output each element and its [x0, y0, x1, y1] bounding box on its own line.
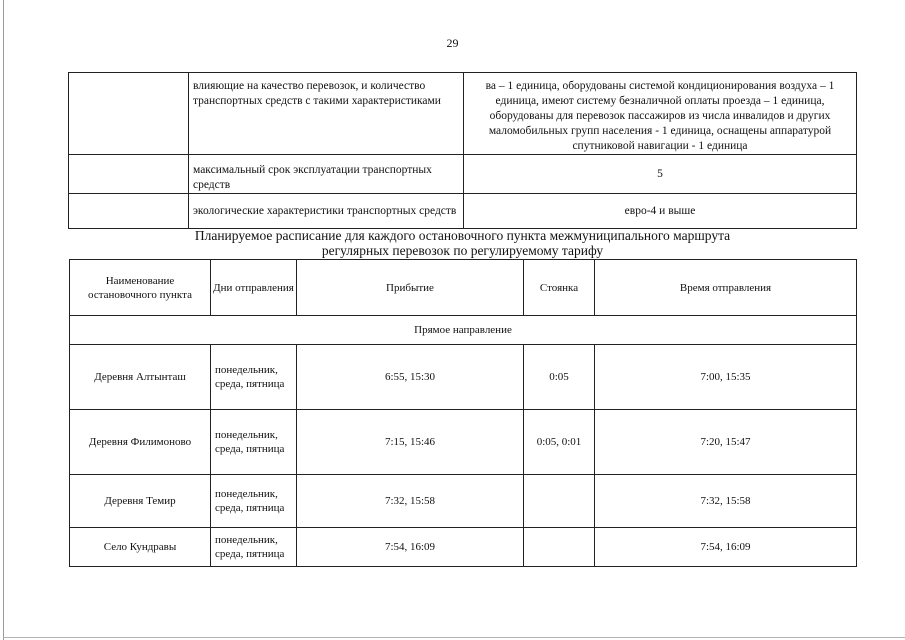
- heading-line: регулярных перевозок по регулируемому тарифу: [321, 243, 604, 258]
- direction-label: Прямое направление: [70, 316, 857, 345]
- stay-time: 0:05, 0:01: [524, 410, 595, 475]
- vehicle-characteristics-table: [68, 72, 857, 229]
- departure-time: 7:20, 15:47: [595, 410, 857, 475]
- stop-name: Деревня Темир: [70, 475, 211, 528]
- departure-days: понедельник, среда, пятница: [211, 345, 297, 410]
- empty-cell: [69, 73, 189, 155]
- header-arrival: Прибытие: [297, 260, 524, 316]
- direction-row: [70, 316, 857, 345]
- departure-time: 7:32, 15:58: [595, 475, 857, 528]
- header-departure: Время отправления: [595, 260, 857, 316]
- departure-days: понедельник, среда, пятница: [211, 410, 297, 475]
- characteristic-label: максимальный срок эксплуатации транспортных средств: [189, 155, 464, 194]
- departure-time: 7:54, 16:09: [595, 528, 857, 567]
- characteristic-value: евро-4 и выше: [464, 194, 857, 229]
- page-bottom-border: [3, 637, 905, 638]
- arrival-time: 7:15, 15:46: [297, 410, 524, 475]
- stay-time: [524, 528, 595, 567]
- characteristic-value: 5: [464, 155, 857, 194]
- table-row: [70, 345, 857, 410]
- heading-line: Планируемое расписание для каждого остановочного пункта межмуниципального маршрута: [194, 228, 731, 243]
- stay-time: 0:05: [524, 345, 595, 410]
- header-stay: Стоянка: [524, 260, 595, 316]
- departure-days: понедельник, среда, пятница: [211, 528, 297, 567]
- table-row: [70, 410, 857, 475]
- empty-cell: [69, 194, 189, 229]
- characteristic-label: экологические характеристики транспортных средств: [189, 194, 464, 229]
- stay-time: [524, 475, 595, 528]
- stop-name: Деревня Филимоново: [70, 410, 211, 475]
- table-row: [70, 475, 857, 528]
- header-row: [70, 260, 857, 316]
- arrival-time: 7:32, 15:58: [297, 475, 524, 528]
- page-left-border: [3, 0, 4, 640]
- table-row: [69, 155, 857, 194]
- header-stop: Наименование остановочного пункта: [70, 260, 211, 316]
- departure-time: 7:00, 15:35: [595, 345, 857, 410]
- departure-days: понедельник, среда, пятница: [211, 475, 297, 528]
- table-row: [69, 73, 857, 155]
- header-days: Дни отправления: [211, 260, 297, 316]
- characteristic-value: ва – 1 единица, оборудованы системой кондиционирования воздуха – 1 единица, имеют систему безналичной оплаты проезда – 1 единица, оборудованы для перевозок пассажиров из числа инвалидов и других маломобильных групп населения - 1 единица, оснащены аппаратурой спутниковой навигации - 1 единица: [464, 73, 857, 155]
- stop-name: Деревня Алтынташ: [70, 345, 211, 410]
- characteristic-label: влияющие на качество перевозок, и количество транспортных средств с такими характеристиками: [189, 73, 464, 155]
- page-number: 29: [446, 36, 459, 50]
- schedule-heading: [68, 228, 857, 258]
- arrival-time: 7:54, 16:09: [297, 528, 524, 567]
- table-row: [70, 528, 857, 567]
- stop-name: Село Кундравы: [70, 528, 211, 567]
- schedule-table: [69, 259, 857, 567]
- table-row: [69, 194, 857, 229]
- empty-cell: [69, 155, 189, 194]
- arrival-time: 6:55, 15:30: [297, 345, 524, 410]
